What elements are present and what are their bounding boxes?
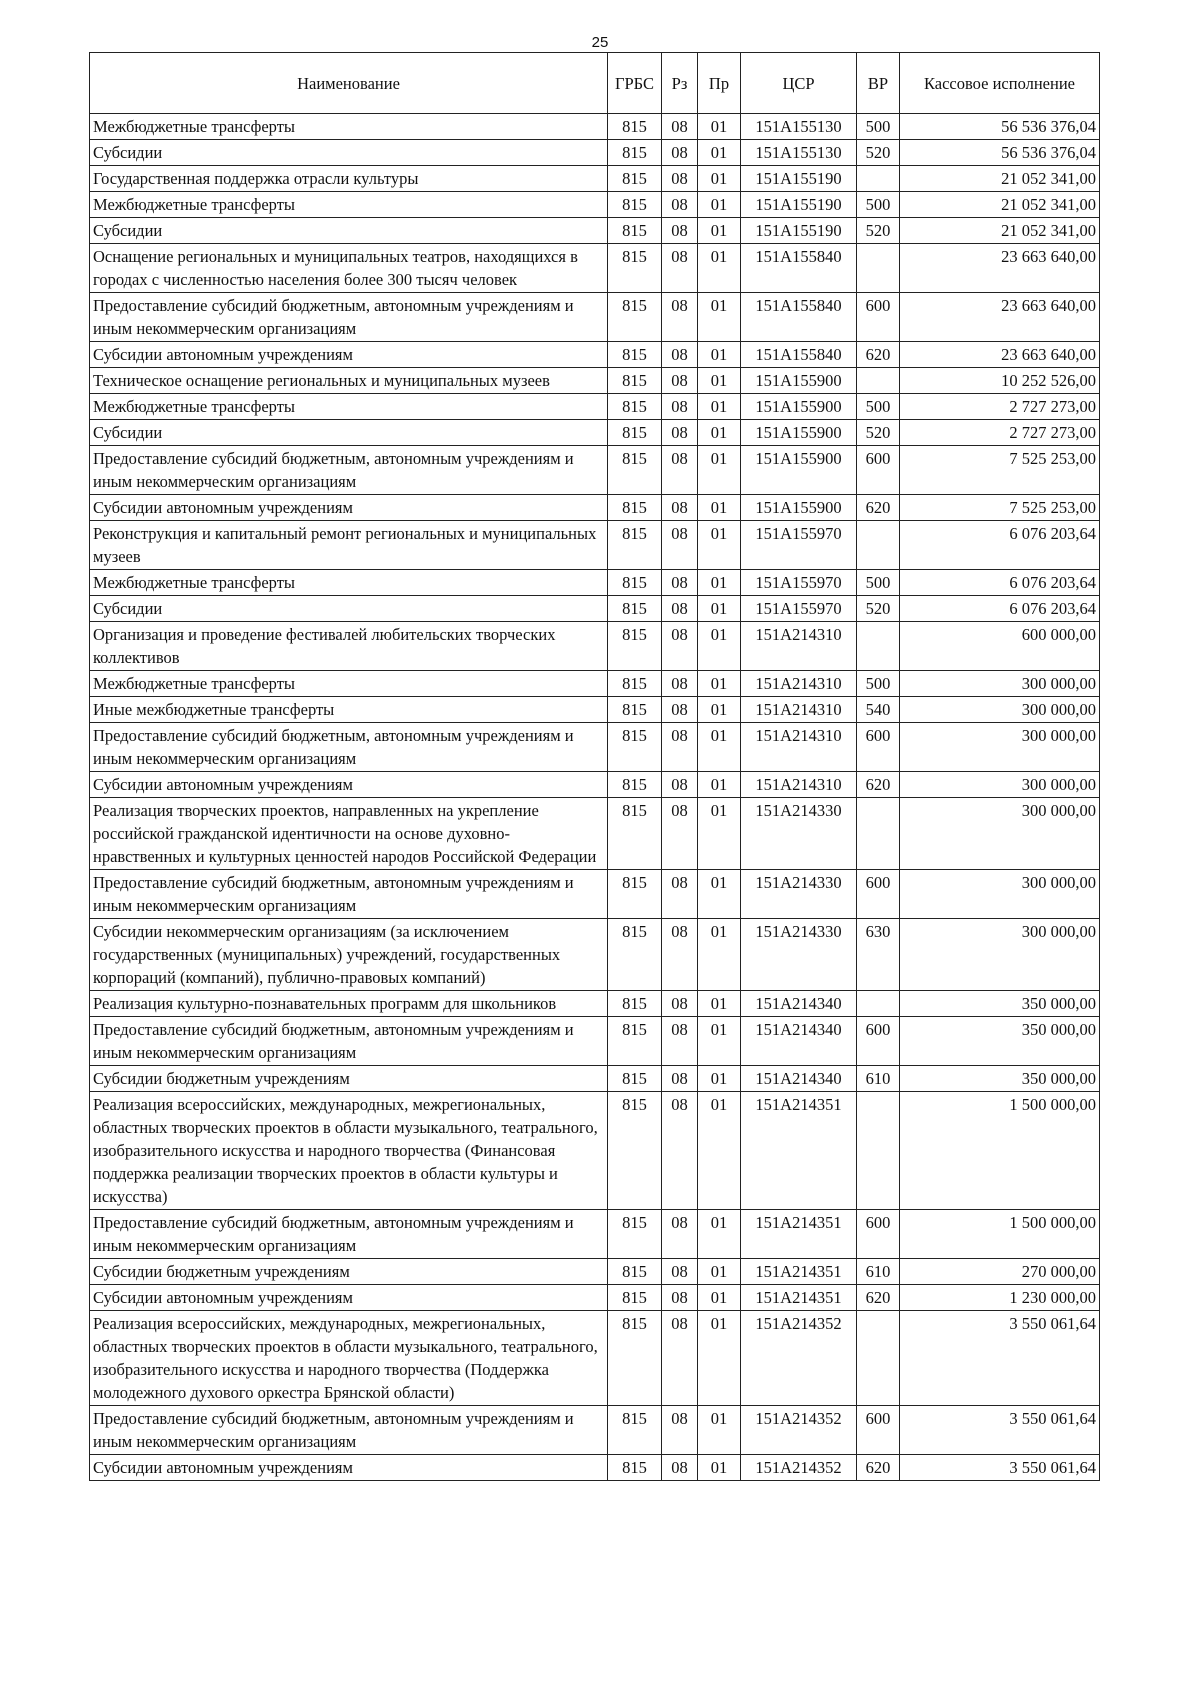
row-csr-cell: 151A155190 bbox=[741, 192, 857, 218]
row-vr-cell: 520 bbox=[857, 218, 900, 244]
row-csr-cell: 151A214351 bbox=[741, 1210, 857, 1259]
row-grbs-cell: 815 bbox=[608, 1259, 662, 1285]
table-row bbox=[90, 671, 1100, 697]
table-row bbox=[90, 1455, 1100, 1481]
row-pr-cell: 01 bbox=[698, 1210, 741, 1259]
row-amount-cell: 21 052 341,00 bbox=[900, 218, 1100, 244]
row-name-cell: Межбюджетные трансферты bbox=[90, 394, 608, 420]
row-amount-cell: 1 230 000,00 bbox=[900, 1285, 1100, 1311]
row-csr-cell: 151A214310 bbox=[741, 671, 857, 697]
table-row bbox=[90, 342, 1100, 368]
table-row bbox=[90, 1210, 1100, 1259]
row-pr-cell: 01 bbox=[698, 1455, 741, 1481]
header-pr: Пр bbox=[698, 53, 741, 114]
row-amount-cell: 270 000,00 bbox=[900, 1259, 1100, 1285]
row-name-cell: Предоставление субсидий бюджетным, автономным учреждениям и иным некоммерческим организациям bbox=[90, 1210, 608, 1259]
budget-table bbox=[89, 52, 1100, 1481]
row-rz-cell: 08 bbox=[662, 293, 698, 342]
table-row bbox=[90, 1285, 1100, 1311]
row-name-cell: Субсидии bbox=[90, 218, 608, 244]
row-name-cell: Реализация творческих проектов, направленных на укрепление российской гражданской идентичности на основе духовно-нравственных и культурных ценностей народов Российской Федерации bbox=[90, 798, 608, 870]
row-csr-cell: 151A214352 bbox=[741, 1406, 857, 1455]
row-vr-cell: 600 bbox=[857, 446, 900, 495]
row-grbs-cell: 815 bbox=[608, 1406, 662, 1455]
row-grbs-cell: 815 bbox=[608, 446, 662, 495]
row-pr-cell: 01 bbox=[698, 394, 741, 420]
row-rz-cell: 08 bbox=[662, 1455, 698, 1481]
row-vr-cell: 600 bbox=[857, 1406, 900, 1455]
row-amount-cell: 1 500 000,00 bbox=[900, 1210, 1100, 1259]
row-vr-cell: 600 bbox=[857, 293, 900, 342]
table-row bbox=[90, 244, 1100, 293]
row-amount-cell: 2 727 273,00 bbox=[900, 420, 1100, 446]
row-name-cell: Оснащение региональных и муниципальных театров, находящихся в городах с численностью населения более 300 тысяч человек bbox=[90, 244, 608, 293]
row-rz-cell: 08 bbox=[662, 218, 698, 244]
row-name-cell: Предоставление субсидий бюджетным, автономным учреждениям и иным некоммерческим организациям bbox=[90, 723, 608, 772]
row-rz-cell: 08 bbox=[662, 870, 698, 919]
row-csr-cell: 151A155840 bbox=[741, 342, 857, 368]
row-grbs-cell: 815 bbox=[608, 671, 662, 697]
row-name-cell: Предоставление субсидий бюджетным, автономным учреждениям и иным некоммерческим организациям bbox=[90, 1017, 608, 1066]
row-pr-cell: 01 bbox=[698, 521, 741, 570]
row-pr-cell: 01 bbox=[698, 495, 741, 521]
row-rz-cell: 08 bbox=[662, 596, 698, 622]
row-amount-cell: 7 525 253,00 bbox=[900, 446, 1100, 495]
row-amount-cell: 21 052 341,00 bbox=[900, 192, 1100, 218]
row-csr-cell: 151A214330 bbox=[741, 919, 857, 991]
row-amount-cell: 350 000,00 bbox=[900, 1066, 1100, 1092]
row-csr-cell: 151A155970 bbox=[741, 521, 857, 570]
row-grbs-cell: 815 bbox=[608, 570, 662, 596]
row-grbs-cell: 815 bbox=[608, 420, 662, 446]
row-vr-cell bbox=[857, 622, 900, 671]
row-vr-cell bbox=[857, 244, 900, 293]
row-vr-cell: 520 bbox=[857, 140, 900, 166]
row-rz-cell: 08 bbox=[662, 342, 698, 368]
row-vr-cell: 600 bbox=[857, 870, 900, 919]
row-csr-cell: 151A155130 bbox=[741, 140, 857, 166]
row-pr-cell: 01 bbox=[698, 1092, 741, 1210]
table-row bbox=[90, 1311, 1100, 1406]
row-amount-cell: 3 550 061,64 bbox=[900, 1406, 1100, 1455]
row-vr-cell: 620 bbox=[857, 495, 900, 521]
table-body bbox=[90, 114, 1100, 1481]
table-row bbox=[90, 114, 1100, 140]
row-csr-cell: 151A214351 bbox=[741, 1285, 857, 1311]
page-number: 25 bbox=[591, 34, 609, 51]
row-amount-cell: 23 663 640,00 bbox=[900, 244, 1100, 293]
row-amount-cell: 23 663 640,00 bbox=[900, 293, 1100, 342]
table-row bbox=[90, 570, 1100, 596]
header-name: Наименование bbox=[90, 53, 608, 114]
row-pr-cell: 01 bbox=[698, 622, 741, 671]
row-name-cell: Субсидии бюджетным учреждениям bbox=[90, 1066, 608, 1092]
row-csr-cell: 151A155900 bbox=[741, 446, 857, 495]
row-grbs-cell: 815 bbox=[608, 114, 662, 140]
row-name-cell: Субсидии автономным учреждениям bbox=[90, 772, 608, 798]
row-name-cell: Предоставление субсидий бюджетным, автономным учреждениям и иным некоммерческим организациям bbox=[90, 293, 608, 342]
row-rz-cell: 08 bbox=[662, 140, 698, 166]
row-vr-cell: 500 bbox=[857, 671, 900, 697]
row-amount-cell: 300 000,00 bbox=[900, 697, 1100, 723]
row-name-cell: Субсидии автономным учреждениям bbox=[90, 1455, 608, 1481]
table-row bbox=[90, 596, 1100, 622]
table-row bbox=[90, 622, 1100, 671]
row-pr-cell: 01 bbox=[698, 697, 741, 723]
row-vr-cell bbox=[857, 991, 900, 1017]
row-pr-cell: 01 bbox=[698, 1017, 741, 1066]
row-pr-cell: 01 bbox=[698, 1406, 741, 1455]
row-grbs-cell: 815 bbox=[608, 870, 662, 919]
row-grbs-cell: 815 bbox=[608, 293, 662, 342]
row-grbs-cell: 815 bbox=[608, 798, 662, 870]
row-csr-cell: 151A155970 bbox=[741, 570, 857, 596]
row-amount-cell: 21 052 341,00 bbox=[900, 166, 1100, 192]
row-csr-cell: 151A155900 bbox=[741, 495, 857, 521]
table-row bbox=[90, 521, 1100, 570]
row-pr-cell: 01 bbox=[698, 772, 741, 798]
row-rz-cell: 08 bbox=[662, 394, 698, 420]
row-vr-cell: 600 bbox=[857, 1210, 900, 1259]
row-name-cell: Межбюджетные трансферты bbox=[90, 671, 608, 697]
row-grbs-cell: 815 bbox=[608, 622, 662, 671]
row-rz-cell: 08 bbox=[662, 798, 698, 870]
table-row bbox=[90, 1092, 1100, 1210]
row-grbs-cell: 815 bbox=[608, 1017, 662, 1066]
row-pr-cell: 01 bbox=[698, 1311, 741, 1406]
table-row bbox=[90, 394, 1100, 420]
row-rz-cell: 08 bbox=[662, 671, 698, 697]
row-grbs-cell: 815 bbox=[608, 697, 662, 723]
row-rz-cell: 08 bbox=[662, 368, 698, 394]
row-grbs-cell: 815 bbox=[608, 1092, 662, 1210]
row-name-cell: Реализация культурно-познавательных программ для школьников bbox=[90, 991, 608, 1017]
row-rz-cell: 08 bbox=[662, 192, 698, 218]
row-csr-cell: 151A155970 bbox=[741, 596, 857, 622]
table-row bbox=[90, 798, 1100, 870]
row-pr-cell: 01 bbox=[698, 293, 741, 342]
row-amount-cell: 300 000,00 bbox=[900, 870, 1100, 919]
row-rz-cell: 08 bbox=[662, 1210, 698, 1259]
row-rz-cell: 08 bbox=[662, 919, 698, 991]
row-grbs-cell: 815 bbox=[608, 919, 662, 991]
table-row bbox=[90, 1066, 1100, 1092]
row-rz-cell: 08 bbox=[662, 420, 698, 446]
row-vr-cell bbox=[857, 798, 900, 870]
row-amount-cell: 2 727 273,00 bbox=[900, 394, 1100, 420]
row-rz-cell: 08 bbox=[662, 1311, 698, 1406]
row-grbs-cell: 815 bbox=[608, 521, 662, 570]
row-grbs-cell: 815 bbox=[608, 192, 662, 218]
row-grbs-cell: 815 bbox=[608, 495, 662, 521]
row-vr-cell bbox=[857, 166, 900, 192]
row-grbs-cell: 815 bbox=[608, 991, 662, 1017]
table-row bbox=[90, 218, 1100, 244]
header-amount: Кассовое исполнение bbox=[900, 53, 1100, 114]
row-vr-cell: 500 bbox=[857, 114, 900, 140]
row-vr-cell: 520 bbox=[857, 596, 900, 622]
row-name-cell: Межбюджетные трансферты bbox=[90, 192, 608, 218]
row-name-cell: Субсидии bbox=[90, 596, 608, 622]
row-vr-cell: 610 bbox=[857, 1066, 900, 1092]
table-row bbox=[90, 140, 1100, 166]
table-row bbox=[90, 991, 1100, 1017]
table-row bbox=[90, 293, 1100, 342]
row-amount-cell: 10 252 526,00 bbox=[900, 368, 1100, 394]
header-grbs: ГРБС bbox=[608, 53, 662, 114]
row-name-cell: Предоставление субсидий бюджетным, автономным учреждениям и иным некоммерческим организациям bbox=[90, 870, 608, 919]
row-pr-cell: 01 bbox=[698, 1285, 741, 1311]
row-pr-cell: 01 bbox=[698, 140, 741, 166]
row-grbs-cell: 815 bbox=[608, 166, 662, 192]
row-csr-cell: 151A155840 bbox=[741, 293, 857, 342]
row-vr-cell bbox=[857, 1311, 900, 1406]
row-grbs-cell: 815 bbox=[608, 1210, 662, 1259]
row-amount-cell: 600 000,00 bbox=[900, 622, 1100, 671]
row-rz-cell: 08 bbox=[662, 1017, 698, 1066]
row-rz-cell: 08 bbox=[662, 1092, 698, 1210]
row-name-cell: Субсидии автономным учреждениям bbox=[90, 1285, 608, 1311]
row-name-cell: Организация и проведение фестивалей любительских творческих коллективов bbox=[90, 622, 608, 671]
table-row bbox=[90, 870, 1100, 919]
row-vr-cell: 500 bbox=[857, 570, 900, 596]
row-rz-cell: 08 bbox=[662, 1066, 698, 1092]
row-vr-cell: 600 bbox=[857, 723, 900, 772]
row-grbs-cell: 815 bbox=[608, 244, 662, 293]
row-amount-cell: 300 000,00 bbox=[900, 798, 1100, 870]
table-row bbox=[90, 697, 1100, 723]
row-amount-cell: 56 536 376,04 bbox=[900, 140, 1100, 166]
row-amount-cell: 350 000,00 bbox=[900, 1017, 1100, 1066]
row-amount-cell: 23 663 640,00 bbox=[900, 342, 1100, 368]
row-pr-cell: 01 bbox=[698, 218, 741, 244]
row-rz-cell: 08 bbox=[662, 446, 698, 495]
row-pr-cell: 01 bbox=[698, 570, 741, 596]
row-name-cell: Реализация всероссийских, международных, межрегиональных, областных творческих проектов в области музыкального, театрального, изобразительного искусства и народного творчества (Финансовая поддержка реализации творческих проектов в области культуры и искусства) bbox=[90, 1092, 608, 1210]
row-csr-cell: 151A214352 bbox=[741, 1311, 857, 1406]
row-pr-cell: 01 bbox=[698, 798, 741, 870]
row-grbs-cell: 815 bbox=[608, 1285, 662, 1311]
row-grbs-cell: 815 bbox=[608, 218, 662, 244]
row-csr-cell: 151A214351 bbox=[741, 1259, 857, 1285]
row-amount-cell: 1 500 000,00 bbox=[900, 1092, 1100, 1210]
row-rz-cell: 08 bbox=[662, 495, 698, 521]
row-name-cell: Государственная поддержка отрасли культуры bbox=[90, 166, 608, 192]
row-name-cell: Реализация всероссийских, международных, межрегиональных, областных творческих проектов в области музыкального, театрального, изобразительного искусства и народного творчества (Поддержка молодежного духового оркестра Брянской области) bbox=[90, 1311, 608, 1406]
row-amount-cell: 300 000,00 bbox=[900, 919, 1100, 991]
row-amount-cell: 56 536 376,04 bbox=[900, 114, 1100, 140]
row-name-cell: Субсидии bbox=[90, 420, 608, 446]
row-pr-cell: 01 bbox=[698, 870, 741, 919]
row-vr-cell: 500 bbox=[857, 394, 900, 420]
table-row bbox=[90, 166, 1100, 192]
row-csr-cell: 151A214351 bbox=[741, 1092, 857, 1210]
header-rz: Рз bbox=[662, 53, 698, 114]
row-pr-cell: 01 bbox=[698, 991, 741, 1017]
row-csr-cell: 151A214340 bbox=[741, 1017, 857, 1066]
row-csr-cell: 151A155900 bbox=[741, 368, 857, 394]
table-row bbox=[90, 368, 1100, 394]
row-pr-cell: 01 bbox=[698, 1259, 741, 1285]
row-rz-cell: 08 bbox=[662, 521, 698, 570]
row-amount-cell: 350 000,00 bbox=[900, 991, 1100, 1017]
row-grbs-cell: 815 bbox=[608, 1455, 662, 1481]
header-csr: ЦСР bbox=[741, 53, 857, 114]
row-pr-cell: 01 bbox=[698, 244, 741, 293]
row-csr-cell: 151A214340 bbox=[741, 1066, 857, 1092]
row-vr-cell: 620 bbox=[857, 1455, 900, 1481]
row-pr-cell: 01 bbox=[698, 919, 741, 991]
row-amount-cell: 6 076 203,64 bbox=[900, 521, 1100, 570]
row-pr-cell: 01 bbox=[698, 192, 741, 218]
table-row bbox=[90, 495, 1100, 521]
row-grbs-cell: 815 bbox=[608, 772, 662, 798]
row-vr-cell: 620 bbox=[857, 342, 900, 368]
row-csr-cell: 151A155900 bbox=[741, 420, 857, 446]
row-csr-cell: 151A155900 bbox=[741, 394, 857, 420]
row-vr-cell: 520 bbox=[857, 420, 900, 446]
row-rz-cell: 08 bbox=[662, 622, 698, 671]
row-csr-cell: 151A155190 bbox=[741, 218, 857, 244]
row-vr-cell bbox=[857, 521, 900, 570]
row-name-cell: Реконструкция и капитальный ремонт региональных и муниципальных музеев bbox=[90, 521, 608, 570]
row-pr-cell: 01 bbox=[698, 723, 741, 772]
row-vr-cell: 630 bbox=[857, 919, 900, 991]
table-row bbox=[90, 1259, 1100, 1285]
row-rz-cell: 08 bbox=[662, 1406, 698, 1455]
row-pr-cell: 01 bbox=[698, 420, 741, 446]
row-rz-cell: 08 bbox=[662, 723, 698, 772]
row-grbs-cell: 815 bbox=[608, 394, 662, 420]
row-vr-cell bbox=[857, 368, 900, 394]
row-rz-cell: 08 bbox=[662, 772, 698, 798]
row-name-cell: Предоставление субсидий бюджетным, автономным учреждениям и иным некоммерческим организациям bbox=[90, 446, 608, 495]
row-amount-cell: 300 000,00 bbox=[900, 723, 1100, 772]
row-csr-cell: 151A214330 bbox=[741, 798, 857, 870]
row-amount-cell: 6 076 203,64 bbox=[900, 596, 1100, 622]
table-row bbox=[90, 772, 1100, 798]
row-vr-cell: 610 bbox=[857, 1259, 900, 1285]
row-name-cell: Субсидии некоммерческим организациям (за исключением государственных (муниципальных) учреждений, государственных корпораций (компаний), публично-правовых компаний) bbox=[90, 919, 608, 991]
row-vr-cell: 620 bbox=[857, 1285, 900, 1311]
row-rz-cell: 08 bbox=[662, 1285, 698, 1311]
row-rz-cell: 08 bbox=[662, 697, 698, 723]
row-name-cell: Субсидии bbox=[90, 140, 608, 166]
row-csr-cell: 151A214330 bbox=[741, 870, 857, 919]
row-amount-cell: 6 076 203,64 bbox=[900, 570, 1100, 596]
row-name-cell: Предоставление субсидий бюджетным, автономным учреждениям и иным некоммерческим организациям bbox=[90, 1406, 608, 1455]
row-grbs-cell: 815 bbox=[608, 140, 662, 166]
row-pr-cell: 01 bbox=[698, 671, 741, 697]
row-name-cell: Межбюджетные трансферты bbox=[90, 570, 608, 596]
row-csr-cell: 151A214352 bbox=[741, 1455, 857, 1481]
row-grbs-cell: 815 bbox=[608, 1066, 662, 1092]
row-vr-cell bbox=[857, 1092, 900, 1210]
row-grbs-cell: 815 bbox=[608, 368, 662, 394]
row-vr-cell: 500 bbox=[857, 192, 900, 218]
row-rz-cell: 08 bbox=[662, 166, 698, 192]
row-grbs-cell: 815 bbox=[608, 723, 662, 772]
row-rz-cell: 08 bbox=[662, 114, 698, 140]
row-name-cell: Иные межбюджетные трансферты bbox=[90, 697, 608, 723]
row-csr-cell: 151A214310 bbox=[741, 772, 857, 798]
table-row bbox=[90, 723, 1100, 772]
row-rz-cell: 08 bbox=[662, 570, 698, 596]
row-pr-cell: 01 bbox=[698, 596, 741, 622]
row-csr-cell: 151A155190 bbox=[741, 166, 857, 192]
row-csr-cell: 151A214340 bbox=[741, 991, 857, 1017]
row-grbs-cell: 815 bbox=[608, 1311, 662, 1406]
row-amount-cell: 300 000,00 bbox=[900, 671, 1100, 697]
row-grbs-cell: 815 bbox=[608, 342, 662, 368]
row-csr-cell: 151A214310 bbox=[741, 723, 857, 772]
row-name-cell: Субсидии бюджетным учреждениям bbox=[90, 1259, 608, 1285]
row-pr-cell: 01 bbox=[698, 446, 741, 495]
row-csr-cell: 151A214310 bbox=[741, 622, 857, 671]
table-row bbox=[90, 1017, 1100, 1066]
row-vr-cell: 620 bbox=[857, 772, 900, 798]
table-row bbox=[90, 1406, 1100, 1455]
row-vr-cell: 600 bbox=[857, 1017, 900, 1066]
table-row bbox=[90, 192, 1100, 218]
row-amount-cell: 7 525 253,00 bbox=[900, 495, 1100, 521]
row-amount-cell: 3 550 061,64 bbox=[900, 1455, 1100, 1481]
row-pr-cell: 01 bbox=[698, 1066, 741, 1092]
row-name-cell: Техническое оснащение региональных и муниципальных музеев bbox=[90, 368, 608, 394]
row-pr-cell: 01 bbox=[698, 342, 741, 368]
row-rz-cell: 08 bbox=[662, 991, 698, 1017]
row-csr-cell: 151A155130 bbox=[741, 114, 857, 140]
row-csr-cell: 151A214310 bbox=[741, 697, 857, 723]
table-row bbox=[90, 420, 1100, 446]
row-name-cell: Субсидии автономным учреждениям bbox=[90, 342, 608, 368]
row-rz-cell: 08 bbox=[662, 1259, 698, 1285]
row-pr-cell: 01 bbox=[698, 368, 741, 394]
header-vr: ВР bbox=[857, 53, 900, 114]
row-name-cell: Субсидии автономным учреждениям bbox=[90, 495, 608, 521]
header-row bbox=[90, 53, 1100, 114]
row-csr-cell: 151A155840 bbox=[741, 244, 857, 293]
row-vr-cell: 540 bbox=[857, 697, 900, 723]
row-grbs-cell: 815 bbox=[608, 596, 662, 622]
table-row bbox=[90, 446, 1100, 495]
row-amount-cell: 300 000,00 bbox=[900, 772, 1100, 798]
row-pr-cell: 01 bbox=[698, 114, 741, 140]
row-amount-cell: 3 550 061,64 bbox=[900, 1311, 1100, 1406]
row-rz-cell: 08 bbox=[662, 244, 698, 293]
row-name-cell: Межбюджетные трансферты bbox=[90, 114, 608, 140]
table-row bbox=[90, 919, 1100, 991]
row-pr-cell: 01 bbox=[698, 166, 741, 192]
